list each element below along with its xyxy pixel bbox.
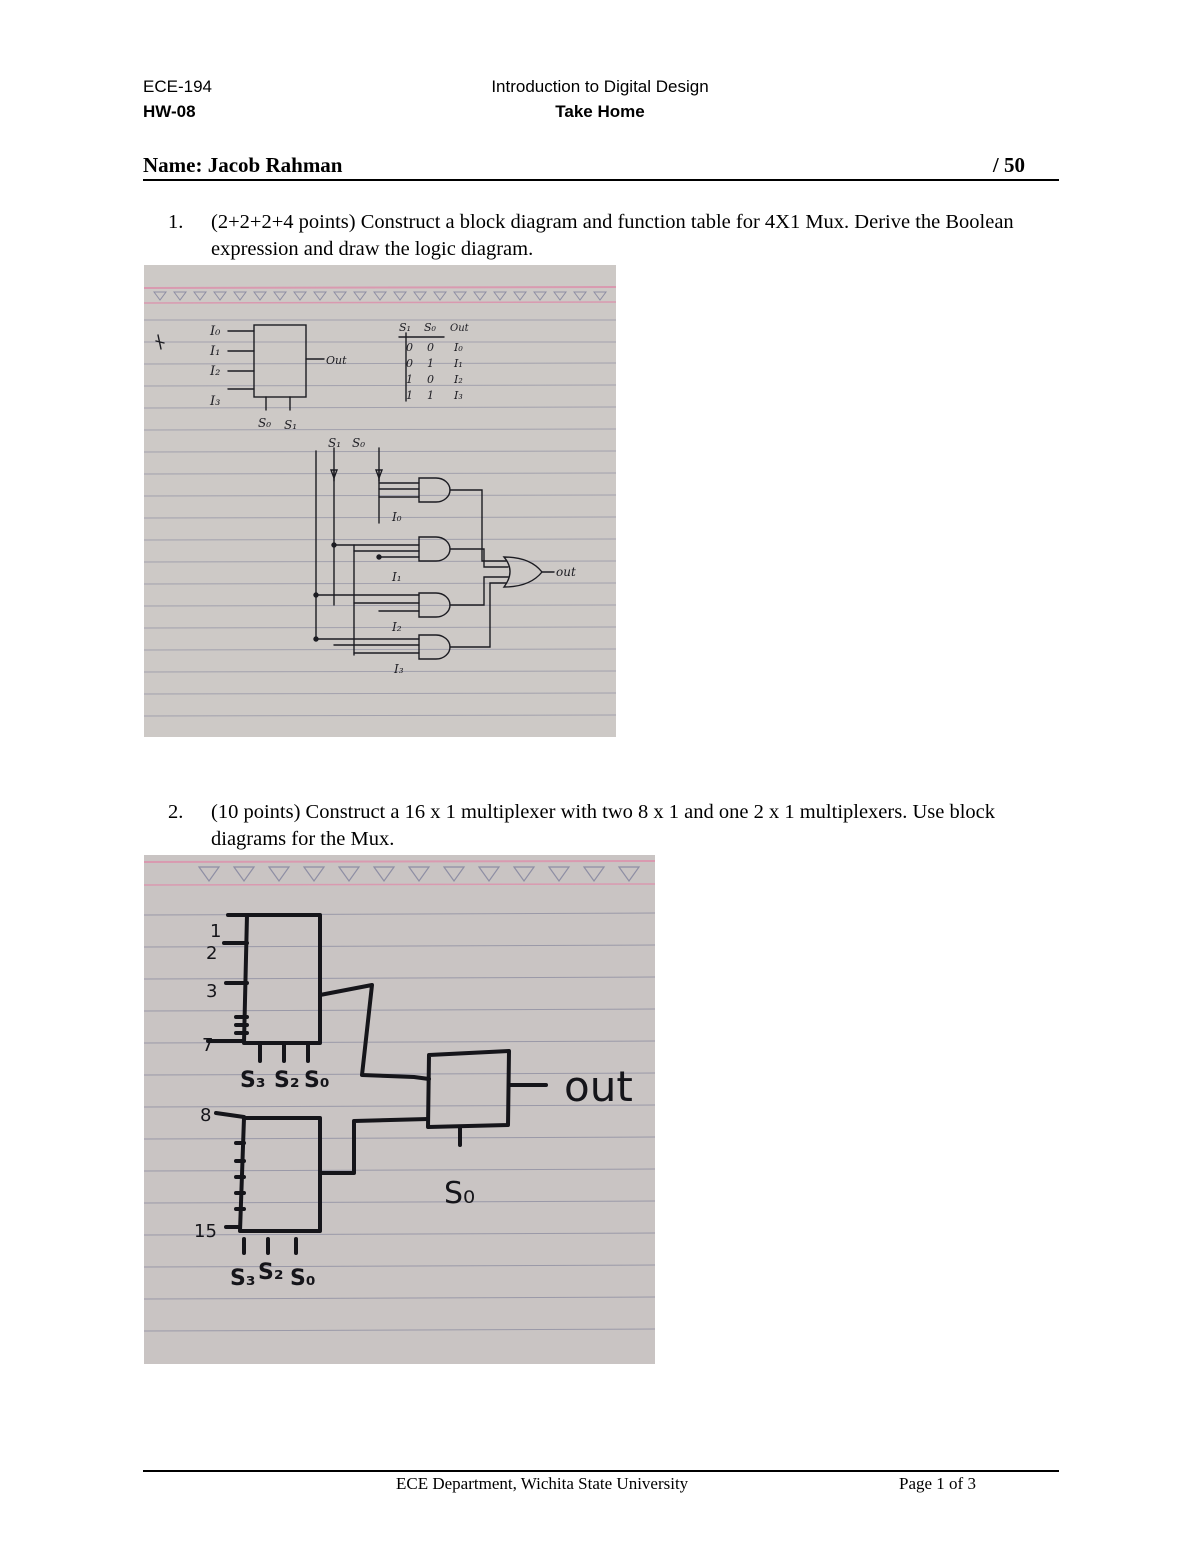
footer-page-number: Page 1 of 3 [899,1474,976,1493]
table-r3-out: I₂ [454,373,463,386]
course-code: ECE-194 [143,77,212,96]
table-r2-s1: 0 [406,357,413,370]
question-text: (2+2+2+4 points) Construct a block diagram and function table for 4X1 Mux. Derive the Boolean expression and draw the logic diagram. [211,211,1014,260]
table-r2-s0: 1 [427,357,434,370]
mux-2x1-select: S₀ [444,1176,476,1211]
bottom-select-s2: S₂ [258,1260,284,1285]
footer-department: ECE Department, Wichita State University [396,1474,689,1493]
table-header-s0: S₀ [424,321,436,334]
block-input-2: I₂ [210,364,221,379]
table-r4-s0: 1 [427,389,434,402]
course-header [143,74,212,124]
table-r1-s0: 0 [427,341,434,354]
gate-input-i2: I₂ [392,620,402,634]
table-header-s1: S₁ [399,321,411,334]
top-select-s2: S₂ [274,1068,300,1093]
top-input-1: 1 [210,921,222,942]
gate-input-i1: I₁ [392,570,402,584]
bottom-select-s0: S₀ [290,1266,316,1291]
final-output-label: out [564,1062,633,1111]
student-name: Name: Jacob Rahman [143,153,343,177]
bottom-input-8: 8 [200,1105,212,1126]
table-r4-out: I₃ [454,389,463,402]
notebook-paper-1 [144,265,616,737]
bottom-select-s3: S₃ [230,1266,256,1291]
block-select-0: S₀ [258,416,272,430]
table-r1-out: I₀ [454,341,463,354]
block-output-label: Out [326,354,347,367]
top-input-2: 2 [206,943,218,964]
top-select-s3: S₃ [240,1068,266,1093]
table-r4-s1: 1 [406,389,413,402]
name-row [143,153,1059,181]
table-r3-s0: 0 [427,373,434,386]
homework-number: HW-08 [143,102,196,121]
title-header [400,74,800,124]
table-header-out: Out [450,323,469,334]
table-r3-s1: 1 [406,373,413,386]
footer-rule [143,1470,1059,1472]
course-title: Introduction to Digital Design [491,77,709,96]
question-2 [168,799,1058,853]
score-total: / 50 [992,153,1025,177]
question-1 [168,209,1058,263]
top-input-7: 7 [202,1035,214,1056]
logic-select-s1: S₁ [328,436,342,450]
logic-output-label: out [556,565,576,579]
block-select-1: S₁ [284,418,298,432]
block-input-0: I₀ [210,324,221,339]
table-r2-out: I₁ [454,357,463,370]
block-input-3: I₃ [210,394,221,409]
top-input-3: 3 [206,981,218,1002]
bottom-input-15: 15 [194,1221,217,1242]
question-number: 1. [168,211,184,233]
logic-select-s0: S₀ [352,436,366,450]
photo-4x1-mux-sketch [144,265,616,737]
table-r1-s1: 0 [406,341,413,354]
block-input-1: I₁ [210,344,221,359]
assignment-type: Take Home [555,102,645,121]
top-select-s0: S₀ [304,1068,330,1093]
notebook-paper-2 [144,855,655,1364]
gate-input-i3: I₃ [394,662,404,676]
question-text: (10 points) Construct a 16 x 1 multiplexer with two 8 x 1 and one 2 x 1 multiplexers. Use block diagrams for the Mux. [211,801,996,850]
question-number: 2. [168,801,184,823]
photo-16x1-mux-sketch [144,855,655,1364]
gate-input-i0: I₀ [392,510,402,524]
